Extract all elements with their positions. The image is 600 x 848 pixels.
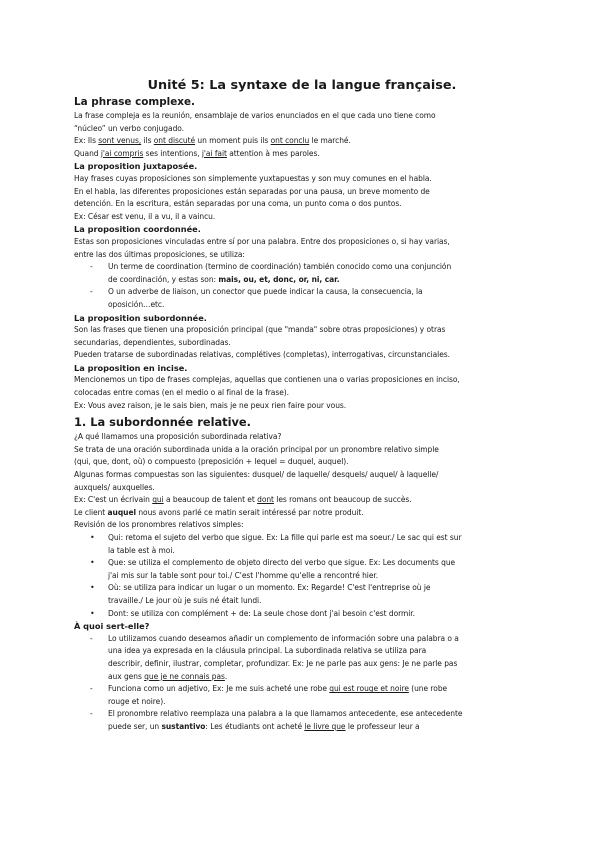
text: nous avons parlé ce matin serait intéressé par notre produit.	[136, 507, 364, 517]
text: ils	[141, 136, 154, 146]
paragraph-line: secundarias, dependientes, subordinadas.	[74, 337, 231, 347]
text: travaille./ Le jour où je suis né était lundi.	[108, 595, 262, 605]
list-item	[74, 633, 530, 683]
pronoun-list	[74, 532, 530, 620]
paragraph-line: entre las dos últimas proposiciones, se utiliza:	[74, 249, 245, 259]
text: Que: se utiliza el complemento de objeto directo del verbo que sigue. Ex: Les documents que	[108, 558, 456, 568]
usage-list	[74, 633, 530, 734]
text: Où: se utiliza para indicar un lugar o un momento. Ex: Regarde! C'est l'entreprise où je	[108, 583, 431, 593]
text: O un adverbe de liaison, un conector que puede indicar la causa, la consecuencia, la	[108, 287, 423, 297]
text: les romans ont beaucoup de succès.	[273, 495, 412, 505]
text: aux gens	[108, 671, 145, 681]
section-heading-phrase-complexe: La phrase complexe.	[74, 96, 195, 108]
bold-term: sustantivo	[161, 721, 206, 731]
example-line: Ex: Vous avez raison, je le sais bien, mais je ne peux rien faire pour vous.	[74, 400, 347, 410]
text: Ex: C'est un écrivain	[74, 495, 153, 505]
text: Le client	[74, 507, 108, 517]
example-line	[74, 507, 530, 520]
text: Un terme de coordination (termino de coordinación) también conocido como una conjunción	[108, 262, 452, 272]
list-item	[74, 261, 530, 286]
question-line: ¿A qué llamamos una proposición subordinada relativa?	[74, 432, 282, 442]
text: describir, definir, ilustrar, completar, profundizar. Ex: Je ne parle pas aux gens: Je ne parle pas	[108, 658, 458, 668]
text: j'ai mis sur la table sont pour toi./ C'est l'homme qu'elle a rencontré hier.	[108, 570, 379, 580]
paragraph-line: (qui, que, dont, où) o compuesto (preposición + lequel = duquel, auquel).	[74, 457, 349, 467]
underlined-verb: j'ai fait	[201, 148, 227, 158]
subheading-coordonnee: La proposition coordonnée.	[74, 224, 201, 235]
text: oposición…etc.	[108, 299, 165, 309]
paragraph-line: En el habla, las diferentes proposiciones están separadas por una pausa, un breve momento de	[74, 186, 430, 196]
paragraph-line: Se trata de una oración subordinada unida a la oración principal por un pronombre relativo simple	[74, 444, 439, 454]
text: rouge et noire).	[108, 696, 166, 706]
list-item	[74, 708, 530, 733]
text: Funciona como un adjetivo, Ex: Je me suis acheté une robe	[108, 684, 330, 694]
underlined-pronoun: qui	[152, 495, 164, 505]
text: attention à mes paroles.	[226, 148, 320, 158]
conjunctions: mais, ou, et, donc, or, ni, car.	[218, 274, 340, 284]
text: le marché.	[309, 136, 351, 146]
text: la table est à moi.	[108, 545, 175, 555]
underlined-verb: j'ai compris	[100, 148, 144, 158]
text: Qui: retoma el sujeto del verbo que sigue. Ex: La fille qui parle est ma soeur./ Le sac qui est sur	[108, 533, 462, 542]
paragraph-line: Revisión de los pronombres relativos simples:	[74, 520, 244, 530]
example-line	[74, 148, 530, 161]
paragraph-line: La frase compleja es la reunión, ensamblaje de varios enunciados en el que cada uno tiene como	[74, 111, 436, 120]
list-item-ou	[74, 582, 530, 607]
paragraph-line: colocadas entre comas (en el medio o al final de la frase).	[74, 388, 289, 398]
list-item	[74, 683, 530, 708]
subheading-juxtaposee: La proposition juxtaposée.	[74, 161, 198, 172]
list-item-que	[74, 557, 530, 582]
paragraph-line: detención. En la escritura, están separadas por una coma, un punto coma o dos puntos.	[74, 199, 402, 209]
paragraph-line: Algunas formas compuestas son las siguientes: dusquel/ de laquelle/ desquels/ auquel/ à laquelle/	[74, 470, 439, 480]
example-line	[74, 494, 530, 507]
underlined-verb: ont discuté	[153, 136, 196, 146]
text: Lo utilizamos cuando deseamos añadir un complemento de información sobre una palabra o a	[108, 633, 459, 643]
bold-pronoun: auquel	[107, 507, 136, 517]
text: .	[224, 671, 228, 681]
example-line: Ex: César est venu, il a vu, il a vaincu.	[74, 211, 216, 221]
text: Dont: se utiliza con complément + de: La seule chose dont j'ai besoin c'est dormir.	[108, 608, 415, 618]
text: ses intentions,	[143, 148, 202, 158]
underlined-verb: ont conclu	[270, 136, 310, 146]
paragraph-line: Pueden tratarse de subordinadas relativas, complétives (completas), interrogativas, circunstanciales.	[74, 350, 450, 360]
subheading-subordonnee: La proposition subordonnée.	[74, 312, 207, 323]
text: a beaucoup de talent et	[163, 495, 258, 505]
subheading-a-quoi-sert-elle: À quoi sert-elle?	[74, 621, 150, 632]
text: Ex: Ils	[74, 136, 99, 146]
list-item	[74, 286, 530, 311]
subheading-incise: La proposition en incise.	[74, 362, 188, 373]
text: puede ser, un	[108, 721, 162, 731]
list-item-qui	[74, 532, 530, 557]
paragraph-line: Mencionemos un tipo de frases complejas, aquellas que contienen una o varias proposiciones en inciso,	[74, 375, 460, 385]
coordination-list	[74, 261, 530, 311]
text: El pronombre relativo reemplaza una palabra a la que llamamos antecedente, ese antecedente	[108, 709, 463, 719]
text: una idea ya expresada en la cláusula principal. La subordinada relativa se utiliza para	[108, 646, 427, 656]
text: (une robe	[408, 684, 448, 694]
underlined-verb: sont venus,	[98, 136, 142, 146]
underlined-pronoun: dont	[257, 495, 274, 505]
paragraph-line: Hay frases cuyas proposiciones son simplemente yuxtapuestas y son muy comunes en el habla.	[74, 173, 432, 183]
page-title: Unité 5: La syntaxe de la langue française.	[147, 78, 457, 93]
text: Quand	[74, 148, 101, 158]
underlined-clause: que je ne connais pas	[144, 671, 225, 681]
list-item-dont	[74, 608, 530, 621]
text: un moment puis ils	[195, 136, 271, 146]
text: de coordinación, y estas son:	[108, 274, 219, 284]
text: : Les étudiants ont acheté	[205, 721, 305, 731]
paragraph-line: “núcleo” un verbo conjugado.	[74, 123, 185, 133]
example-line	[74, 135, 530, 148]
text: le professeur leur a	[345, 721, 420, 731]
paragraph-line: Son las frases que tienen una proposición principal (que "manda" sobre otras proposiciones) y otras	[74, 325, 446, 335]
underlined-clause: qui est rouge et noire	[329, 684, 409, 694]
document-page	[74, 78, 530, 734]
paragraph-line: Estas son proposiciones vinculadas entre sí por una palabra. Entre dos proposiciones o, si hay varias,	[74, 236, 450, 246]
paragraph-line: auxquels/ auxquelles.	[74, 482, 155, 492]
underlined-clause: le livre que	[304, 721, 346, 731]
section-heading-subordonnee-relative: 1. La subordonnée relative.	[74, 415, 251, 430]
